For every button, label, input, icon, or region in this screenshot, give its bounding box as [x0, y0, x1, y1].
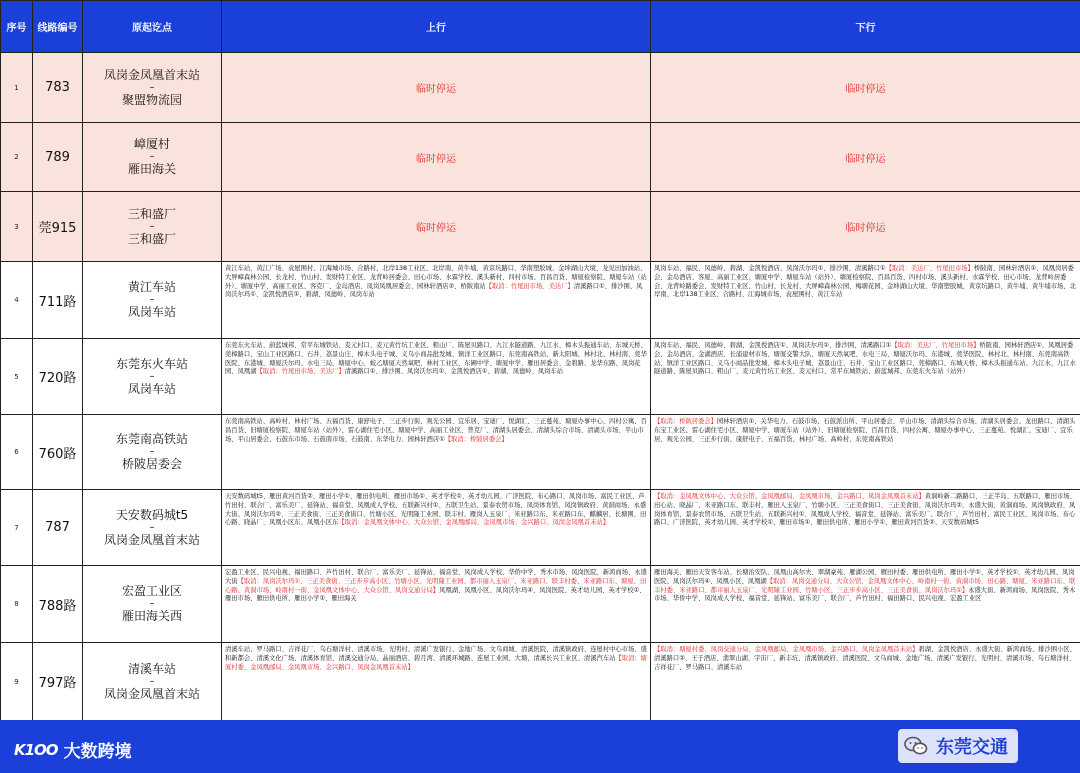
origin-cell: 宏盈工业区 – 雁田海关西: [83, 566, 222, 643]
up-stops: 天安数码城t5、雁田黄河百货②、雁田小学①、雁田供电所、雁田市场①、英才学校①、英才幼儿园、广济医院、布心路口、凤岗市场、富民工业区、芦竹田村、联合厂、富乐美厂、延锋站、福音堂、凤凰成人学校、五联新兴村①、五联卫生站、景泰农贸市场、凤岗体育馆、凤岗镇政府、黄洞商场、永盛大街、凤岗沃尔玛②、三正美食街、三正美食街口、竹塘小区、光明隆工业园、联丰村、雁岗人玉泉厂、米亚路口东、米亚路口东、麒麟居、长塘围、田心路、晓晶厂、凤凰小区东、凤凰小区东: [225, 493, 647, 527]
header-index: 序号: [1, 1, 33, 53]
up-cancel-note: 【取消：竹尾田市场、美达厂】: [256, 368, 345, 376]
origin-end: 凤岗车站: [127, 305, 176, 319]
table-row: [1, 415, 1080, 490]
header-up: 上行: [222, 1, 651, 53]
origin-start: 嶂厦村: [133, 137, 170, 151]
down-cancel-note: 【取消：凤岗交通分局、大众公馆、金凤凰文体中心、岭南村一街、黄洞市场、田心路、塘厦、米亚路口东、联丰村委、米亚路口、都市丽人玉泉厂、光明隆工业园、竹塘小区、三正步步高小区、三正美食街、凤岗沃尔玛①】: [654, 577, 1076, 594]
origin-start: 东莞东火车站: [115, 356, 188, 371]
origin-start: 天安数码城t5: [115, 507, 189, 522]
down-route-detail: [651, 643, 1080, 721]
line-number: 787: [33, 490, 83, 566]
header-down: 下行: [651, 1, 1080, 53]
line-number: 720路: [33, 339, 83, 415]
down-route-detail: [651, 339, 1080, 415]
up-cancel-note: 【取消：塘厦村委、金凤凰邮局、金凤凰市场、金兴路口、凤岗金凤凰首末站】: [225, 654, 647, 671]
row-index: 6: [1, 415, 33, 490]
origin-start: 宏盈工业区: [121, 584, 182, 598]
up-route-detail: [222, 566, 651, 643]
row-index: 3: [1, 192, 33, 262]
up-stops: 宏盈工业区、民兴电视、福田路口、芦竹田村、联合厂、富乐美厂、延锋站、福音堂、凤岗成人学校、华侨中学、秀木市场、凤岗医院、新鸿商场、永盛大街: [225, 569, 647, 585]
up-route-detail: [222, 643, 651, 721]
up-cancel-note: 【取消：桥陂居委会】: [444, 435, 508, 443]
down-stops: 凤岗车站、福民、凤德岭、碧湖、金凯悦酒店、凤岗沃尔玛①、排沙围、清溪路口①: [654, 265, 886, 272]
row-index: 8: [1, 566, 33, 643]
origin-cell: 东莞南高铁站 – 桥陂居委会: [83, 415, 222, 490]
origin-cell: 黄江车站 – 凤岗车站: [83, 262, 222, 339]
down-stops-tail: 黄洞岭新二路路口、三正半岛、五联路口、雁田市场、田心站、晓晶厂、米亚路口东、联丰村、雁田人玉泉厂、竹塘小区、三正美食街口、三正美食街、凤岗沃尔玛②、永盛大街、黄洞商场、凤岗镇政府、凤岗体育馆、景泰农贸市场、五联卫生站、五联新兴村①、凤凰成人学校、福音堂、延锋站、富乐美厂、联合厂、芦竹田村、富民工业区、凤岗市场、布心路口、广济医院、英才幼儿园、英才学校①、雁田市场①、雁田供电所、雁田小学①、雁田黄河百货②、天安数码城t5: [654, 493, 1076, 527]
down-cancel-note: 【取消：塘厦村委、凤岗交通分局、金凤凰邮局、金凤凰市场、金兴路口、凤岗金凤凰首末站】: [654, 646, 919, 653]
row-index: 4: [1, 262, 33, 339]
table-row: [1, 339, 1080, 415]
origin-start: 凤岗金凤凰首末站: [103, 67, 200, 82]
up-route-detail: [222, 490, 651, 566]
down-cancel-note: 【取消：金凤凰文体中心、大众公馆、金凤凰邮局、金凤凰市场、金兴路口、凤岗金凤凰首末站】: [654, 493, 925, 500]
line-number: 788路: [33, 566, 83, 643]
down-stops-tail: 永盛大街、新鸿商场、凤岗医院、秀木市场、华侨中学、凤岗成人学校、福音堂、延锋站、富乐美厂、联合厂、芦竹田村、福田路口、民兴电视、宏盈工业区: [654, 586, 1076, 603]
line-number: 789: [33, 123, 83, 192]
up-stops: 东莞南高铁站、高岭村、林村广场、五福百货、康舒电子、三正步行街、观光公园、宜乐居、宝迪厂、悦湖汇、三正蔓苑、塘厦办事中心、四村公寓、百昌百货、旧塘厦检察院、塘厦车站（站外）、雷心湖住宅小区、塘厦中学、高丽工业区、普克厂、清湖头居委会、清湖头综合市场、清湖头市场、平山市场、平山居委会、石鼓东市场、石鼓南市场、石鼓南、东华电力、园林轩酒店①: [225, 418, 647, 443]
origin-start: 三和盛厂: [127, 206, 176, 221]
brand-watermark: [14, 737, 132, 762]
header-origin: 原起讫点: [83, 1, 222, 53]
origin-end: 凤岗车站: [127, 381, 176, 396]
origin-start: 清溪车站: [127, 661, 176, 676]
up-route-detail: [222, 415, 651, 490]
origin-end: 三和盛厂: [127, 231, 176, 246]
table-row: [1, 566, 1080, 643]
header-line: 线路编号: [33, 1, 83, 53]
down-stops-tail: 园林轩酒店①、关华电力、石鼓市场、石鼓派出所、平山居委会、平山市场、清湖头综合市场、清湖头居委会、龙田路口、清湖头东宝工业区、雷心湖住宅小区、塘厦中学、塘厦车站（站外）、旧塘厦检察院、百昌百货、四村公寓、塘厦办事中心、三正蔓苑、悦湖汇、宝迪厂、宜乐居、观光公园、三正步行街、康舒电子、五福百货、林村广场、高岭村、东莞南高铁站: [654, 418, 1076, 443]
row-index: 7: [1, 490, 33, 566]
down-stops-tail: 碧湖、金凯悦酒店、永盛大街、新鸿商场、排沙围小区、清溪路口②、王子酒店、翡翠山湖、宇宙厂、新丰坑、清溪镇政府、清溪医院、文乌商城、金地广场、清溪广发银行、光明村、清溪市场、乌石塘洋村、吉祥花厂、罗马路口、清溪车站: [654, 646, 1076, 671]
up-status: 临时停运: [222, 192, 651, 262]
origin-cell: 清溪车站 – 凤岗金凤凰首末站: [83, 643, 222, 721]
origin-end: 聚盟物流园: [121, 92, 182, 107]
origin-start: 东莞南高铁站: [115, 432, 188, 446]
up-cancel-note: 【取消：凤岗沃尔玛①、三正美食街、三正步步高小区、竹塘小区、光明隆工业园、都市丽人玉泉厂、米亚路口、联丰村委、米亚路口东、塘厦、田心路、黄洞市场、岭南村一街、金凤凰文体中心、大众公馆、凤岗交通分局】: [225, 577, 647, 594]
down-status: 临时停运: [651, 53, 1080, 123]
up-cancel-note: 【取消：金凤凰文体中心、大众公馆、金凤凰邮局、金凤凰市场、金兴路口、凤岗金凤凰首末站】: [338, 519, 610, 527]
brand-name: 大数跨境: [63, 742, 132, 762]
line-number: 797路: [33, 643, 83, 721]
down-route-detail: [651, 566, 1080, 643]
origin-end: 雁田海关西: [121, 609, 182, 623]
origin-start: 黄江车站: [127, 280, 176, 294]
row-index: 9: [1, 643, 33, 721]
table-header-row: [1, 1, 1080, 53]
up-stops: 黄江车站、黄江广场、袁屋围村、江海城市场、合路村、北岸138工业区、北岸南、黄牛埔、黄京坑路口、华南塑胶城、金坤湖山大境、龙见田加油站、大屏嶂森林公园、长龙村、竹山村、发财特工业区、龙背岭居委会、田心市场、水霖学校、溪头新村、四村市场、百昌百货、塘厦检察院、塘厦车站（站外）、塘厦中学、高丽工业区、客克厂、金岛酒店、凤岗凤凰居委会、园林轩酒店②、桥陂南站: [225, 265, 647, 290]
origin-cell: 嶂厦村 – 雁田海关: [83, 123, 222, 192]
down-route-detail: [651, 490, 1080, 566]
up-stops: 东莞东火车站、蔚蓝城邦、常平东城铁站、麦元村口、麦元黄竹坑工业区、粗山厂、陈屋贝路口、九江水隧道路、九江水、樟木头振通车站、东城天桥、莞樟路口、宝山工业区路口、石井、荔景山庄、樟木头电子城、义乌小商品批发城、镇洋工业区路口、东莞南高铁站、新太阳城、林村北、林村南、莞华医院、东港城、塘厦沃尔玛、水电三局、塘厦中心、蛟乙塘厦天然氧吧、林村工业区、东圃中学、塘厦中学、雁田居委会、金碧路、龙华东路、凤岗花园、凤凰湖: [225, 342, 647, 376]
up-cancel-note: 【取消：竹尾田市场、美达厂】: [485, 282, 574, 290]
down-route-detail: [651, 262, 1080, 339]
origin-cell: 东莞东火车站 – 凤岗车站: [83, 339, 222, 415]
table-row: [1, 53, 1080, 123]
up-status: 临时停运: [222, 123, 651, 192]
origin-cell: 凤岗金凤凰首末站 – 聚盟物流园: [83, 53, 222, 123]
table-row: [1, 192, 1080, 262]
wechat-account-badge: [898, 729, 1018, 763]
down-cancel-note: 【取消：美达厂、竹尾田市场】: [885, 265, 974, 272]
down-stops: 凤岗车站、福民、凤德岭、碧湖、金凯悦酒店①、凤岗沃尔玛①、排沙围、清溪路口①: [654, 342, 892, 349]
line-number: 莞915: [33, 192, 83, 262]
row-index: 5: [1, 339, 33, 415]
origin-end: 凤岗金凤凰首末站: [103, 532, 200, 547]
up-stops-tail: 凤凰湖、凤凰小区、凤岗沃尔玛④、凤岗医院、英才幼儿园、英才学校①、雁田市场、雁田供电所、雁田小学①、雁田海关: [225, 586, 646, 603]
line-number: 783: [33, 53, 83, 123]
wechat-icon: [904, 736, 928, 756]
brand-logo-icon: K1OO: [14, 740, 58, 759]
down-status: 临时停运: [651, 192, 1080, 262]
up-status: 临时停运: [222, 53, 651, 123]
down-stops-tail: 桥陂南、园林轩酒店①、凤凰岗居委会、金岛酒店、客厦、高丽工业区、塘厦中学、塘厦车站（站外）、塘厦检察院、百昌百货、四村市场、溪头新村、水霖学校、田心市场、龙背岭居委会、龙背岭路委会、发财特工业区、竹山村、长龙村、大屏嶂森林公园、梅塘花园、金坤湖山大境、华南塑胶城、黄京坑路口、黄牛埔、黄牛埔市场、北岸南、北岸138工业区、合路村、江海城市场、袁屋围村、黄江车站: [654, 265, 1076, 299]
origin-end: 桥陂居委会: [121, 457, 182, 471]
origin-end: 雁田海关: [127, 162, 176, 176]
up-stops: 清溪车站、罗马路口、吉祥花厂、乌石塘洋村、清溪市场、光明村、清溪广发银行、金地广场、文乌商城、清溪医院、清溪镇政府、连屋村中心市场、盛和新都会、清溪文化广场、清溪体育馆、清溪交通分局、晶丽酒店、碧月湾、清溪环城路、连屋工业园、大塘、清溪长兴工业区、清溪汽车站: [225, 646, 647, 662]
table-row: [1, 643, 1080, 721]
up-route-detail: [222, 262, 651, 339]
table-row: [1, 490, 1080, 566]
up-stops-tail: 清溪路口①、排沙围、凤岗沃尔玛①、金凯悦酒店①、碧湖、凤德岭、凤岗车站: [225, 282, 643, 299]
table-row: [1, 123, 1080, 192]
origin-cell: 三和盛厂 – 三和盛厂: [83, 192, 222, 262]
down-route-detail: [651, 415, 1080, 490]
wechat-account-name: 东莞交通: [936, 737, 1008, 758]
down-status: 临时停运: [651, 123, 1080, 192]
down-cancel-note: 【取消：桥陂居委会】: [654, 418, 717, 425]
table-row: [1, 262, 1080, 339]
up-stops-tail: 清溪路口①、排沙围、凤岗沃尔玛①、金凯悦酒店①、碧湖、凤德岭、凤岗车站: [344, 368, 564, 376]
down-stops-tail: 桥陂南、园林轩酒店①、凤凰居委会、金岛酒店、金湖酒店、长浦建材市场、塘厦交警大队、塘厦天然氧吧、水电三局、塘厦沃尔玛、东港城、莞华医院、林村北、林村南、东莞南高铁站、镇洋工业区路口、义乌小商品批发城、樟木头电子城、荔景山庄、石井、宝山工业区路口、莞樟路口、东城天桥、樟木头振通车站、九江水、九江水隧道路、陈屋贝路口、粗山厂、麦元黄竹坑工业区、麦元村口、常平东城铁站、蔚蓝城邦、东莞东火车站（站外）: [654, 342, 1076, 376]
down-stops: 雁田海关、雁田天安客车站、长塘治安队、凤凰山高尔夫、翠湖豪苑、雁湖公园、雁田村委、雁田供电所、雁田小学①、英才学校①、英才幼儿园、凤岗医院、凤岗沃尔玛④、凤凰小区、凤凰湖: [654, 569, 1075, 585]
origin-cell: 天安数码城t5 – 凤岗金凤凰首末站: [83, 490, 222, 566]
line-number: 711路: [33, 262, 83, 339]
down-cancel-note: 【取消：美达厂、竹尾田市场】: [891, 342, 980, 349]
line-number: 760路: [33, 415, 83, 490]
up-route-detail: [222, 339, 651, 415]
row-index: 2: [1, 123, 33, 192]
row-index: 1: [1, 53, 33, 123]
origin-end: 凤岗金凤凰首末站: [103, 686, 200, 701]
